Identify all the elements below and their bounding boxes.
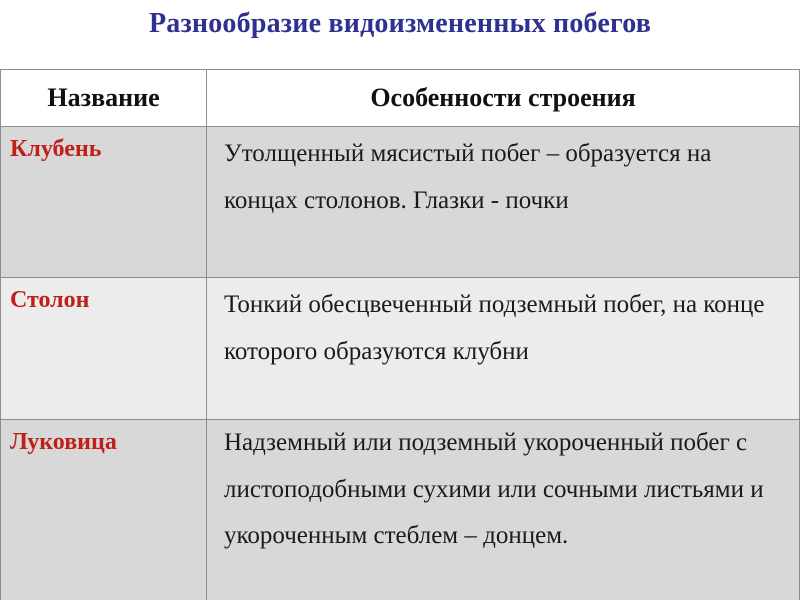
row-name: Клубень: [10, 136, 102, 162]
row-description: Надземный или подземный укороченный побег с листоподобными сухими или сочными листьями и укороченным стеблем – донцем.: [224, 429, 764, 549]
table-row: [1, 278, 800, 420]
header-name: Название: [1, 70, 207, 127]
shoot-types-table: [0, 69, 800, 600]
row-description-cell: [207, 420, 800, 600]
row-description-cell: [207, 278, 800, 420]
row-name-cell: [1, 420, 207, 600]
page-title: Разнообразие видоизмененных побегов: [148, 8, 652, 39]
table-row: [1, 420, 800, 600]
header-features: Особенности строения: [207, 70, 800, 127]
row-description: Утолщенный мясистый побег – образуется на концах столонов. Глазки - почки: [224, 140, 712, 214]
row-name-cell: [1, 278, 207, 420]
table-row: [1, 127, 800, 278]
row-description: Тонкий обесцвеченный подземный побег, на конце которого образуются клубни: [224, 291, 765, 365]
row-name: Столон: [10, 287, 90, 313]
table-header-row: [1, 70, 800, 127]
row-name: Луковица: [10, 429, 117, 455]
row-name-cell: [1, 127, 207, 278]
row-description-cell: [207, 127, 800, 278]
